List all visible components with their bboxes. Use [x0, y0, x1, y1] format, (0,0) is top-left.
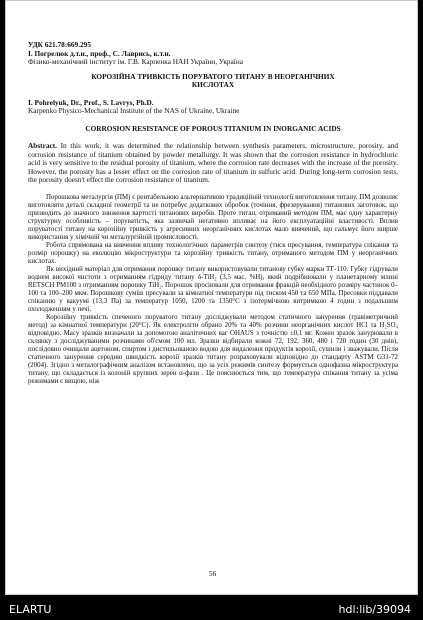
page-number: 56 — [208, 569, 217, 578]
footer-bar — [0, 598, 423, 620]
paper-page — [5, 0, 418, 595]
authors-ua: І. Погрелюк д.т.н., проф., С. Лаврись, к.т.н. — [28, 48, 171, 58]
footer-handle: hdl:lib/39094 — [338, 603, 411, 616]
body-paragraph-2: Робота спрямована на вивчення впливу технологічних параметрів синтезу (тиск пресування, температура спікання та розмір порошку) на еволюцію мікроструктури та корозійну тривкість титану, отриманого методом ПМ у неорганічних кислотах. — [28, 241, 398, 265]
page-content — [28, 41, 398, 386]
authors-en: I. Pohrelyuk, Dr., Prof., S. Lavrys, Ph.D. — [28, 97, 154, 107]
title-en: CORROSION RESISTANCE OF POROUS TITANIUM IN INORGANIC ACIDS — [85, 123, 341, 133]
body-paragraph-3: Як вихідний матеріал для отримання порошку титану використовували титанову губку марки ТГ-110. Губку гідрували воднем високої чистоти з отриманням гідриду титану δ-TiH₂ (3,5 мас. %H), який подрібнювали у планетарному млині RETSCH PM100 з отриманням порошку TiH₂. Порошок просіювали для отримання фракцій необхідного розміру частинок 0–100 та 100–200 мкм. Порошкову суміш пресували за кімнатної температури під тиском 450 та 650 МПа. Пресовки піддавали спіканню у вакуумі (13,3 Па) за температур 1050, 1200 та 1350°C з ізотермічною витримкою 4 годин з подальшим охолодженням у печі. — [28, 265, 398, 313]
abstract-text: In this work, it was determined the relationship between synthesis parameters, microstructure, porosity, and corrosion resistance of titanium obtained by powder metallurgy. It was shown that the corrosion resistance in hydrochloric acid is very sensitive to the residual porosity of titanium, where the corrosion rate decreases with the increase of the porosity. However, the porosity has a lesser effect on the corrosion rate of titanium in sulfuric acid. During long-term corrosion tests, the porosity doesn't effect the corrosion resistance of titanium. — [28, 141, 398, 184]
body-paragraph-4: Корозійну тривкість спеченого поруватого титану досліджували методом статичного занурення (гравіметричний метод) за кімнатної температури (20°C). Як електроліти обрано 20% та 40% розчини неорганічних кислот HCl та H₂SO₄ відповідно. Масу зразків визначали за допомогою аналітичних ваг OHAUS з точністю ±0,1 мг. Кожен зразок занурювали в склянку з досліджуваними розчинами об'ємом 100 мл. Зразки відбирали кожні 72, 192, 360, 480 і 720 годин (30 днів), послідовно очищали ацетоном, спиртом і дистильованою водою для видалення продуктів корозії, сушили і зважували. Після статичного занурення середню швидкість корозії зразків титану розраховували відповідно до стандарту ASTM G31-72 (2004). Згідно з металографічним аналізом встановлено, що за усіх режимів синтезу формується однофазна мікроструктура титану, що складається із колоній крупних зерен α-фази . Це пояснюється тим, що температура спікання титану за усіма режимами є вищою, ніж — [28, 313, 398, 385]
footer-repository-name: ELARTU — [9, 603, 52, 616]
institute-ua: Фізико-механічний інститут ім. Г.В. Карпенка НАН України, Україна — [28, 57, 243, 66]
institute-en: Karpenko Physico-Mechanical Institute of the NAS of Ukraine, Ukraine — [28, 106, 240, 115]
abstract — [28, 142, 398, 185]
title-ua-line2: КИСЛОТАХ — [191, 80, 235, 89]
title-ua-line1: КОРОЗІЙНА ТРИВКІСТЬ ПОРУВАТОГО ТИТАНУ В НЕОРГАНІЧНИХ — [91, 71, 335, 81]
udc-code: УДК 621.78:669.295 — [28, 40, 91, 49]
abstract-label: Abstract. — [28, 141, 57, 150]
body-paragraph-1: Порошкова металургія (ПМ) є рентабельною альтернативою традиційній технології виготовлення титану. ПМ дозволяє виготовляти деталі складної геометрії та не потребує додаткових обробок (точіння, фрезерування) титанових заготовок, що призводить до значного зниження вартості титанових виробів. Проте титан, отриманий методом ПМ, має одну характерну структурну особливість – поруватість, яка зазвичай негативно впливає на його експлуатаційні властивості. Вплив поруватості титану на корозійну тривкість у агресивних неорганічних кислотах мало вивчений, що гальмує його ширше використання у хімічній чи металургійній промисловості. — [28, 193, 398, 241]
